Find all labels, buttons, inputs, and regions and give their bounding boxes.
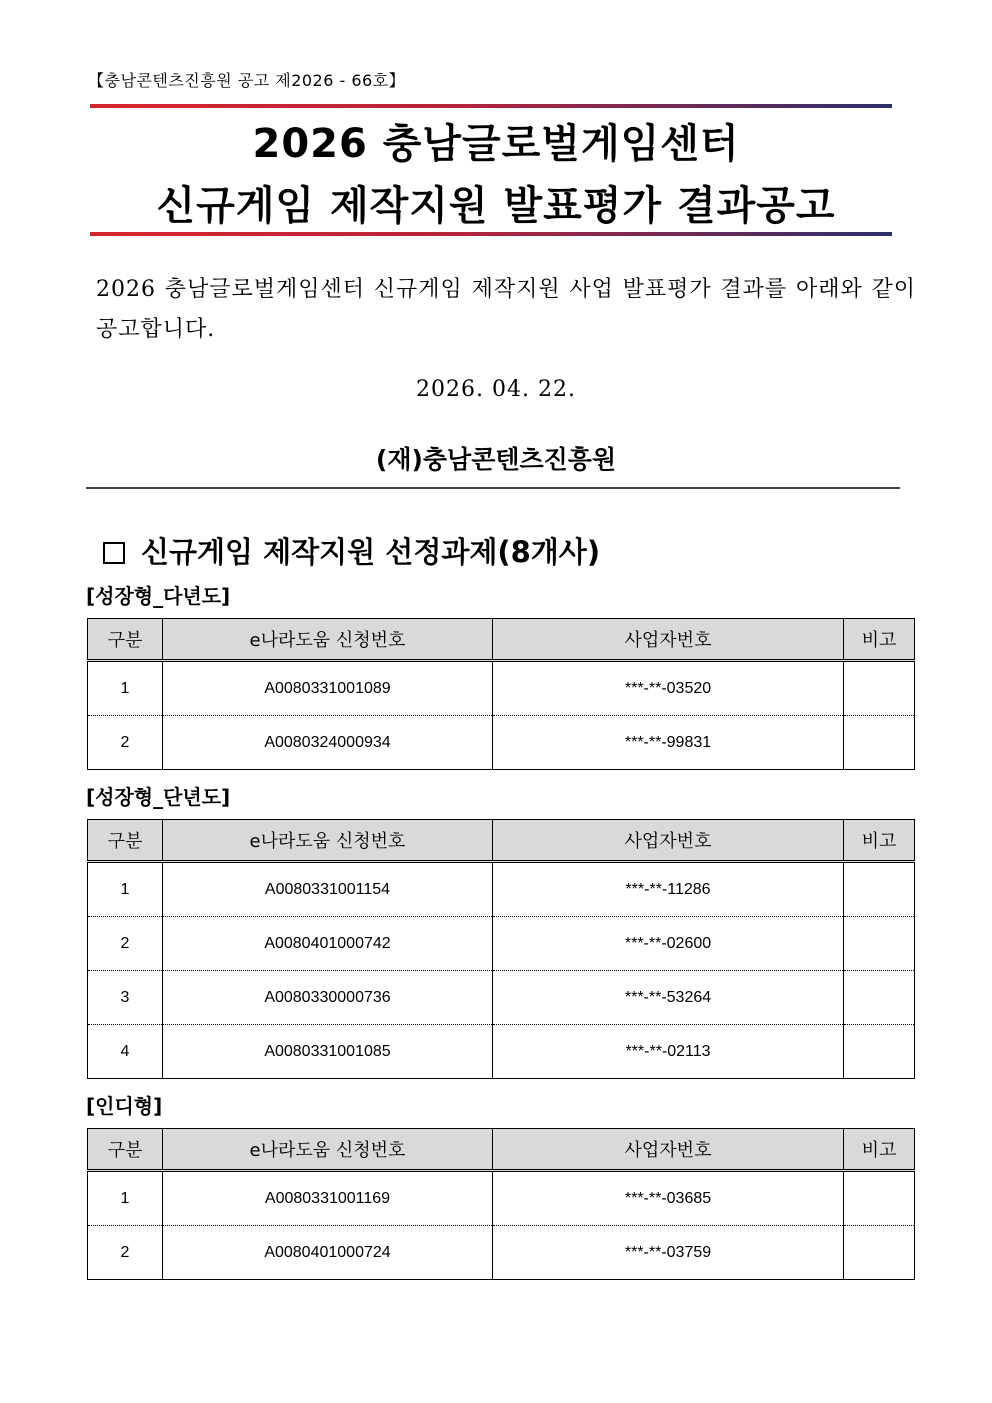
- cell-biz-no: ***-**-03685: [493, 1171, 844, 1226]
- cell-biz-no: ***-**-03759: [493, 1226, 844, 1280]
- header-note: 비고: [844, 619, 915, 661]
- cell-biz-no: ***-**-03520: [493, 661, 844, 716]
- cell-no: 2: [88, 1226, 163, 1280]
- table-row: [88, 862, 915, 917]
- header-no: 구분: [88, 619, 163, 661]
- table-row: [88, 971, 915, 1025]
- header-no: 구분: [88, 1129, 163, 1171]
- cell-no: 2: [88, 716, 163, 770]
- cell-note: [844, 1025, 915, 1079]
- notice-number: 【충남콘텐츠진흥원 공고 제2026 - 66호】: [88, 71, 406, 90]
- header-note: 비고: [844, 820, 915, 862]
- cell-biz-no: ***-**-02600: [493, 917, 844, 971]
- group-label-single-year: [성장형_단년도]: [86, 785, 231, 809]
- cell-app-no: A0080331001169: [163, 1171, 493, 1226]
- table-row: [88, 917, 915, 971]
- header-biz-no: 사업자번호: [493, 820, 844, 862]
- header-biz-no: 사업자번호: [493, 619, 844, 661]
- cell-note: [844, 971, 915, 1025]
- table-multi-year: [87, 618, 915, 770]
- cell-note: [844, 716, 915, 770]
- cell-app-no: A0080401000724: [163, 1226, 493, 1280]
- cell-biz-no: ***-**-02113: [493, 1025, 844, 1079]
- header-biz-no: 사업자번호: [493, 1129, 844, 1171]
- cell-biz-no: ***-**-11286: [493, 862, 844, 917]
- header-note: 비고: [844, 1129, 915, 1171]
- table-row: [88, 716, 915, 770]
- cell-app-no: A0080331001154: [163, 862, 493, 917]
- cell-no: 3: [88, 971, 163, 1025]
- table-row: [88, 1171, 915, 1226]
- table-header-row: [88, 1129, 915, 1171]
- cell-no: 1: [88, 862, 163, 917]
- notice-date: 2026. 04. 22.: [416, 377, 576, 402]
- table-row: [88, 1025, 915, 1079]
- cell-note: [844, 1226, 915, 1280]
- cell-note: [844, 862, 915, 917]
- intro-text: 2026 충남글로벌게임센터 신규게임 제작지원 사업 발표평가 결과를 아래와 같이 공고합니다.: [96, 277, 916, 342]
- divider: [86, 487, 900, 489]
- section-title-text: 신규게임 제작지원 선정과제(8개사): [141, 535, 601, 569]
- title-line-1: 2026 충남글로벌게임센터: [252, 121, 740, 167]
- header-app-no: e나라도움 신청번호: [163, 1129, 493, 1171]
- title-line-2: 신규게임 제작지원 발표평가 결과공고: [156, 183, 836, 229]
- table-row: [88, 1226, 915, 1280]
- cell-app-no: A0080331001085: [163, 1025, 493, 1079]
- cell-no: 1: [88, 1171, 163, 1226]
- cell-biz-no: ***-**-99831: [493, 716, 844, 770]
- table-indie: [87, 1128, 915, 1280]
- section-title: [103, 530, 600, 571]
- title-bottom-rule: [90, 232, 892, 236]
- table-header-row: [88, 820, 915, 862]
- cell-note: [844, 917, 915, 971]
- cell-app-no: A0080330000736: [163, 971, 493, 1025]
- cell-app-no: A0080324000934: [163, 716, 493, 770]
- cell-note: [844, 1171, 915, 1226]
- group-label-multi-year: [성장형_다년도]: [86, 584, 231, 608]
- title-top-rule: [90, 104, 892, 108]
- cell-note: [844, 661, 915, 716]
- checkbox-square-icon: [103, 542, 125, 564]
- header-app-no: e나라도움 신청번호: [163, 619, 493, 661]
- cell-no: 2: [88, 917, 163, 971]
- table-header-row: [88, 619, 915, 661]
- table-row: [88, 661, 915, 716]
- group-label-indie: [인디형]: [86, 1094, 163, 1118]
- cell-biz-no: ***-**-53264: [493, 971, 844, 1025]
- header-no: 구분: [88, 820, 163, 862]
- cell-app-no: A0080401000742: [163, 917, 493, 971]
- cell-app-no: A0080331001089: [163, 661, 493, 716]
- cell-no: 4: [88, 1025, 163, 1079]
- cell-no: 1: [88, 661, 163, 716]
- table-single-year: [87, 819, 915, 1079]
- header-app-no: e나라도움 신청번호: [163, 820, 493, 862]
- organization-name: (재)충남콘텐츠진흥원: [375, 445, 617, 474]
